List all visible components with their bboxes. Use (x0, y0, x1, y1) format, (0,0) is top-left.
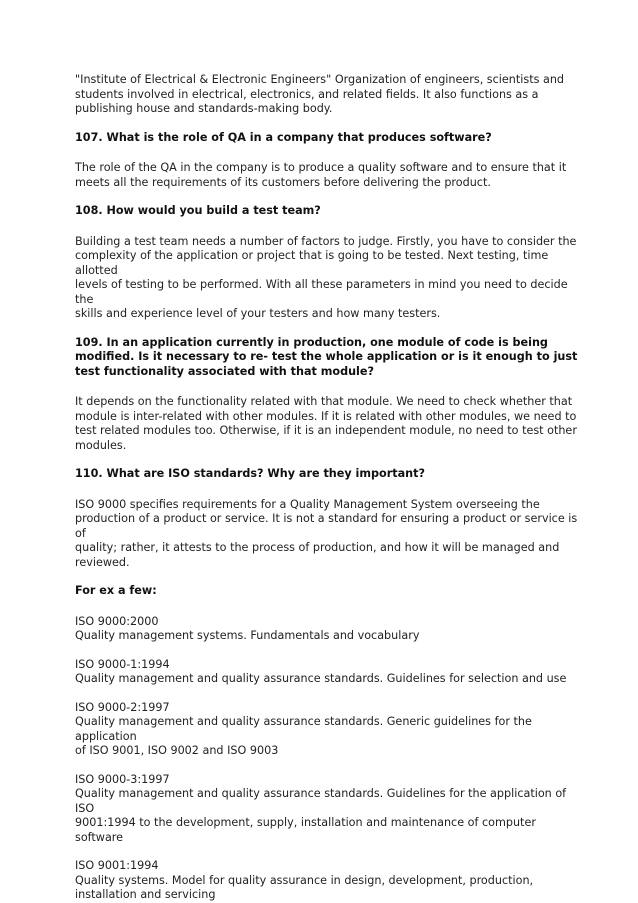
iso-code: ISO 9000-2:1997 (75, 700, 170, 714)
intro-paragraph (75, 73, 578, 117)
question-110-heading (75, 467, 578, 482)
text-line: quality; rather, it attests to the process of production, and how it will be managed and (75, 541, 560, 554)
examples-heading (75, 584, 578, 599)
text-line: module is inter-related with other modules. If it is related with other modules, we need to (75, 409, 577, 423)
iso-example (75, 859, 578, 903)
text-line: complexity of the application or project that is going to be tested. Next testing, time allotted (75, 249, 549, 277)
text-line: reviewed. (75, 555, 130, 569)
text-line: students involved in electrical, electronics, and related fields. It also functions as a (75, 87, 539, 101)
heading-line: test functionality associated with that module? (75, 364, 374, 378)
heading-line: For ex a few: (75, 584, 157, 597)
iso-description: Quality management and quality assurance standards. Guidelines for selection and use (75, 672, 567, 685)
question-109-heading (75, 336, 578, 380)
text-line: meets all the requirements of its customers before delivering the product. (75, 175, 491, 189)
text-line: ISO 9000 specifies requirements for a Quality Management System overseeing the (75, 497, 540, 511)
iso-code: ISO 9001:1994 (75, 859, 159, 872)
iso-description: Quality management and quality assurance standards. Guidelines for the application of ISO (75, 787, 567, 815)
question-108-heading (75, 204, 578, 219)
question-107-heading (75, 131, 578, 146)
iso-description: installation and servicing (75, 888, 216, 901)
iso-description: Quality management and quality assurance standards. Generic guidelines for the application (75, 715, 532, 743)
text-line: Building a test team needs a number of factors to judge. Firstly, you have to consider the (75, 234, 577, 248)
heading-line: 109. In an application currently in production, one module of code is being (75, 335, 548, 349)
iso-code: ISO 9000-1:1994 (75, 657, 170, 671)
iso-code: ISO 9000-3:1997 (75, 772, 170, 786)
iso-example (75, 615, 578, 644)
text-line: It depends on the functionality related with that module. We need to check whether that (75, 395, 573, 408)
text-line: The role of the QA in the company is to produce a quality software and to ensure that it (75, 161, 567, 174)
text-line: levels of testing to be performed. With all these parameters in mind you need to decide the (75, 278, 568, 306)
iso-example (75, 658, 578, 687)
iso-code: ISO 9000:2000 (75, 614, 159, 628)
iso-description: Quality systems. Model for quality assurance in design, development, production, (75, 873, 534, 887)
text-line: skills and experience level of your testers and how many testers. (75, 307, 441, 320)
heading-line: modified. Is it necessary to re- test the whole application or is it enough to just (75, 350, 578, 363)
text-line: test related modules too. Otherwise, if it is an independent module, no need to test other (75, 424, 577, 437)
iso-description: of ISO 9001, ISO 9002 and ISO 9003 (75, 744, 279, 757)
iso-description: Quality management systems. Fundamentals and vocabulary (75, 629, 420, 642)
iso-example (75, 773, 578, 846)
heading-line: 107. What is the role of QA in a company that produces software? (75, 130, 492, 144)
heading-line: 108. How would you build a test team? (75, 204, 321, 217)
iso-description: 9001:1994 to the development, supply, installation and maintenance of computer software (75, 816, 536, 844)
heading-line: 110. What are ISO standards? Why are they important? (75, 467, 425, 480)
question-107-answer (75, 161, 578, 190)
question-108-answer (75, 235, 578, 322)
iso-example (75, 701, 578, 759)
question-109-answer (75, 395, 578, 453)
text-line: production of a product or service. It is not a standard for ensuring a product or service is of (75, 512, 578, 540)
text-line: modules. (75, 438, 127, 452)
text-line: publishing house and standards-making body. (75, 102, 333, 115)
question-110-answer (75, 498, 578, 571)
text-line: "Institute of Electrical & Electronic Engineers" Organization of engineers, scientists and (75, 73, 565, 86)
